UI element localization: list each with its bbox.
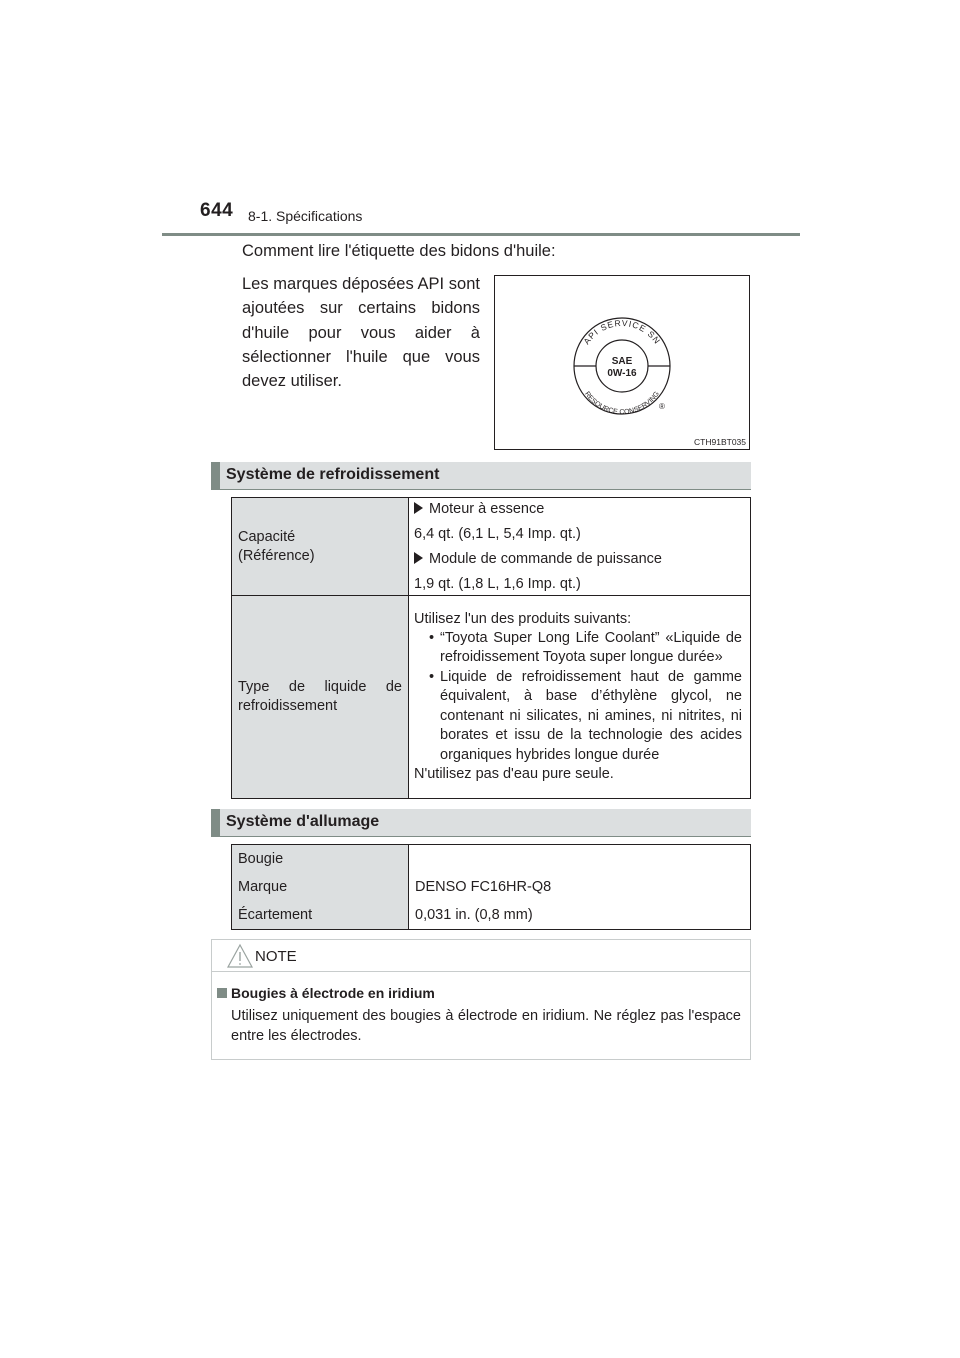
note-title: NOTE — [255, 948, 297, 965]
note-text: Utilisez uniquement des bougies à électrode en iridium. Ne réglez pas l'espace entre les électrodes. — [231, 1008, 741, 1044]
ignition-values-cell — [409, 845, 751, 930]
svg-text:API SERVICE SN — [581, 318, 662, 346]
capacity-label-cell — [232, 498, 409, 596]
section-divider — [211, 489, 751, 490]
gasoline-capacity: 6,4 qt. (6,1 L, 5,4 Imp. qt.) — [414, 525, 581, 542]
triangle-bullet-icon — [414, 502, 423, 514]
api-donut-icon — [568, 316, 678, 416]
figure-code: CTH91BT035 — [694, 437, 746, 447]
table-row — [232, 498, 751, 596]
square-bullet-icon — [217, 988, 227, 998]
oil-label-figure — [494, 275, 750, 450]
sae-label: SAE — [611, 356, 633, 367]
ignition-section-heading — [211, 809, 751, 836]
registered-mark: ® — [659, 402, 665, 411]
table-row — [232, 596, 751, 799]
spark-plug-label: Bougie — [238, 851, 284, 867]
intro-title: Comment lire l'étiquette des bidons d'huile: — [242, 242, 556, 260]
gasoline-engine-label: Moteur à essence — [429, 500, 545, 517]
api-service-arc: API SERVICE SN — [581, 317, 663, 347]
page-number: 644 — [200, 200, 234, 221]
gap-value: 0,031 in. (0,8 mm) — [415, 907, 533, 923]
capacity-value-cell — [409, 498, 751, 596]
coolant-warning: N'utilisez pas d'eau pure seule. — [414, 765, 614, 782]
ignition-heading-text: Système d'allumage — [226, 813, 380, 830]
coolant-type-value-cell — [409, 596, 751, 799]
cooling-heading-text: Système de refroidissement — [226, 466, 440, 483]
note-box — [211, 939, 751, 1060]
warning-triangle-icon — [226, 943, 254, 969]
brand-value: DENSO FC16HR-Q8 — [415, 879, 552, 895]
coolant-option-2: Liquide de refroidissement haut de gamme équivalent, à base d’éthylène glycol, ne contenant ni silicates, ni amines, ni nitrites, ni borates et issu de la technologie des acides organiques hybrides longue durée — [440, 668, 742, 763]
power-module-label: Module de commande de puissance — [429, 550, 662, 567]
coolant-type-label: Type de liquide de refroidissement — [232, 596, 409, 799]
table-row — [232, 845, 751, 930]
section-title: 8-1. Spécifications — [248, 208, 363, 224]
cooling-spec-table — [231, 497, 751, 799]
coolant-option-1: “Toyota Super Long Life Coolant” «Liquide de refroidissement Toyota super longue durée» — [440, 630, 742, 666]
brand-label: Marque — [238, 879, 288, 895]
cooling-section-heading — [211, 462, 751, 489]
power-module-capacity: 1,9 qt. (1,8 L, 1,6 Imp. qt.) — [414, 575, 581, 592]
viscosity-label: 0W-16 — [607, 368, 637, 379]
intro-paragraph: Les marques déposées API sont ajoutées sur certains bidons d'huile pour vous aider à sélectionner l'huile que vous devez utiliser. — [242, 275, 480, 391]
capacity-reference: (Référence) — [238, 547, 315, 564]
section-divider — [211, 836, 751, 837]
list-item — [414, 629, 742, 668]
note-divider — [212, 971, 750, 972]
triangle-bullet-icon — [414, 552, 423, 564]
note-heading-text: Bougies à électrode en iridium — [231, 985, 435, 1001]
capacity-label: Capacité — [238, 528, 296, 545]
spark-plug-value — [415, 845, 744, 873]
coolant-intro: Utilisez l'un des produits suivants: — [414, 611, 632, 628]
ignition-spec-table — [231, 844, 751, 930]
bullet-dot: • — [429, 630, 435, 647]
gap-label: Écartement — [238, 907, 313, 923]
svg-text:RESOURCE CONSERVING — [583, 391, 661, 416]
note-heading — [217, 985, 435, 1001]
ignition-labels-cell — [232, 845, 409, 930]
bullet-dot: • — [429, 668, 435, 685]
resource-conserving-arc: RESOURCE CONSERVING — [583, 390, 661, 416]
header-divider — [162, 233, 800, 236]
list-item — [414, 668, 742, 765]
